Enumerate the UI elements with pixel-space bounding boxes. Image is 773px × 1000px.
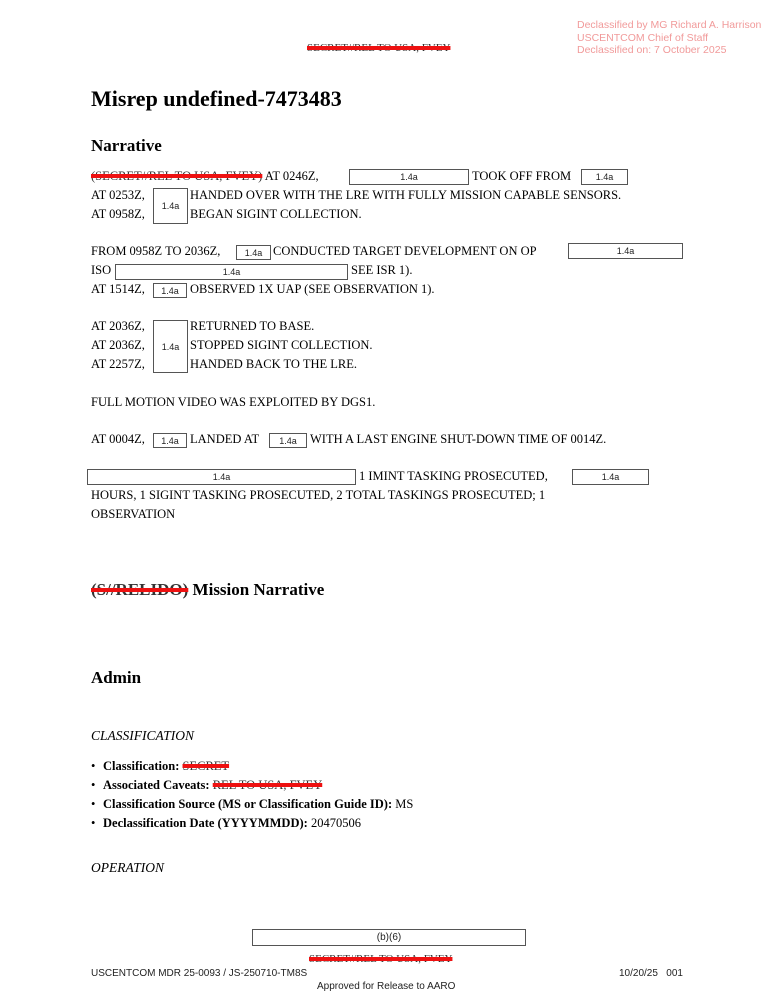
heading-classification: (S//RELIDO) [91, 580, 189, 599]
narrative-line: AT 0958Z, [91, 207, 145, 221]
footer-document-id: USCENTCOM MDR 25-0093 / JS-250710-TM8S [91, 968, 308, 979]
narrative-line: LANDED AT [190, 432, 260, 446]
redaction-box: 1.4a [236, 245, 271, 260]
narrative-line: SEE ISR 1). [351, 263, 413, 277]
narrative-line: FROM 0958Z TO 2036Z, [91, 244, 221, 258]
narrative-line: CONDUCTED TARGET DEVELOPMENT ON OP [273, 244, 537, 258]
narrative-line: (SECRET//REL TO USA, FVEY) AT 0246Z, [91, 169, 319, 183]
redaction-box: 1.4a [349, 169, 469, 185]
redaction-box: 1.4a [568, 243, 683, 259]
footer-approval: Approved for Release to AARO [317, 981, 456, 992]
classification-list [91, 757, 413, 833]
narrative-line: HANDED OVER WITH THE LRE WITH FULLY MISSION CAPABLE SENSORS. [190, 188, 622, 202]
narrative-line: AT 0004Z, [91, 432, 145, 446]
redaction-box: 1.4a [115, 264, 348, 280]
classification-subheading: CLASSIFICATION [91, 728, 195, 743]
bottom-classification-banner: SECRET//REL TO USA, FVEY [309, 953, 453, 965]
redaction-box: 1.4a [153, 283, 187, 298]
narrative-line: WITH A LAST ENGINE SHUT-DOWN TIME OF 0014Z. [310, 432, 607, 446]
redaction-box: 1.4a [581, 169, 628, 185]
narrative-line: OBSERVED 1X UAP (SEE OBSERVATION 1). [190, 282, 435, 296]
redaction-box: 1.4a [572, 469, 649, 485]
list-item: • Classification Source (MS or Classification Guide ID): MS [91, 795, 413, 814]
footer-redaction-box: (b)(6) [252, 929, 526, 946]
mission-narrative-heading: (S//RELIDO) Mission Narrative [91, 580, 325, 599]
top-classification-banner: SECRET//REL TO USA, FVEY [307, 42, 451, 54]
narrative-heading: Narrative [91, 136, 162, 155]
page-title: Misrep undefined-7473483 [91, 86, 342, 111]
redaction-box: 1.4a [153, 433, 187, 448]
redaction-box: 1.4a [87, 469, 356, 485]
narrative-line: ISO [91, 263, 112, 277]
narrative-line: BEGAN SIGINT COLLECTION. [190, 207, 362, 221]
narrative-line: RETURNED TO BASE. [190, 319, 315, 333]
declassified-date: Declassified on: 7 October 2025 [577, 44, 727, 56]
footer-date-page: 10/20/25 001 [619, 968, 683, 979]
admin-heading: Admin [91, 668, 142, 687]
narrative-line: HOURS, 1 SIGINT TASKING PROSECUTED, 2 TOTAL TASKINGS PROSECUTED; 1 [91, 488, 546, 502]
narrative-line: AT 2257Z, [91, 357, 145, 371]
narrative-line: 1 IMINT TASKING PROSECUTED, [359, 469, 548, 483]
declassification-stamp [577, 19, 761, 57]
redaction-box: 1.4a [153, 188, 188, 224]
narrative-line: STOPPED SIGINT COLLECTION. [190, 338, 373, 352]
operation-subheading: OPERATION [91, 860, 164, 875]
list-item: • Classification: SECRET [91, 757, 413, 776]
narrative-line: AT 2036Z, [91, 319, 145, 333]
narrative-line: AT 0253Z, [91, 188, 145, 202]
narrative-line: AT 1514Z, [91, 282, 145, 296]
narrative-line: TOOK OFF FROM [472, 169, 572, 183]
list-item: • Declassification Date (YYYYMMDD): 20470506 [91, 814, 413, 833]
paragraph-classification: (SECRET//REL TO USA, FVEY) [91, 169, 263, 183]
narrative-line: AT 2036Z, [91, 338, 145, 352]
list-item: • Associated Caveats: REL TO USA, FVEY [91, 776, 413, 795]
declassified-by: Declassified by MG Richard A. Harrison [577, 19, 762, 31]
declassifier-title: USCENTCOM Chief of Staff [577, 31, 709, 44]
narrative-line: HANDED BACK TO THE LRE. [190, 357, 358, 371]
redaction-box: 1.4a [153, 320, 188, 373]
narrative-line: FULL MOTION VIDEO WAS EXPLOITED BY DGS1. [91, 395, 376, 409]
redaction-box: 1.4a [269, 433, 307, 448]
narrative-line: OBSERVATION [91, 507, 176, 521]
